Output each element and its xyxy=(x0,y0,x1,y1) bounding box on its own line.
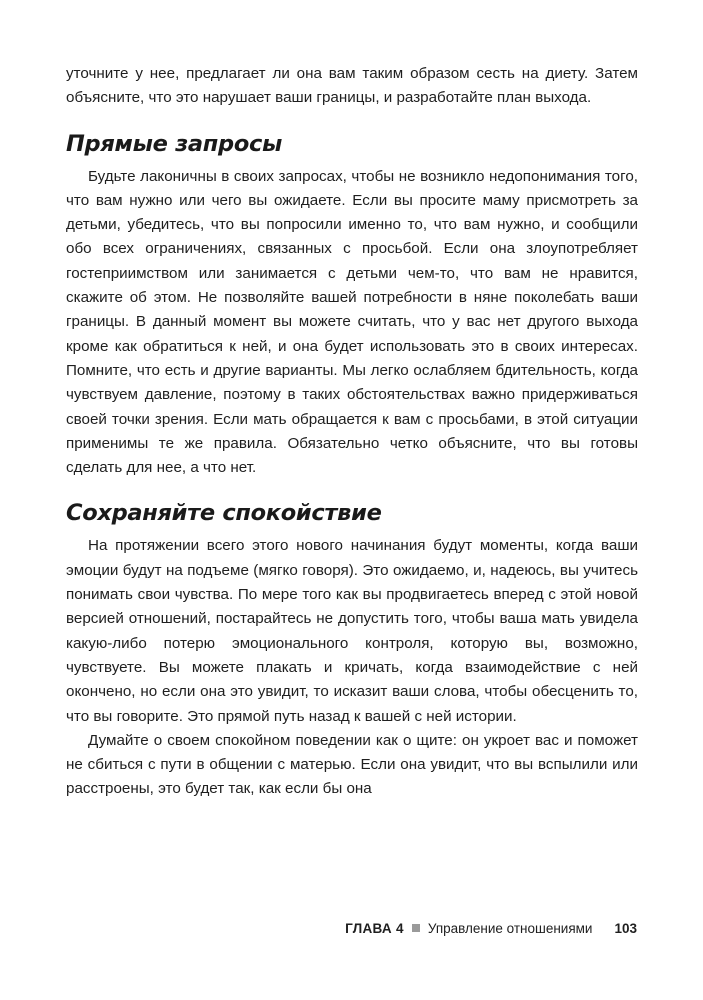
chapter-title: Управление отношениями xyxy=(427,920,593,936)
running-footer xyxy=(345,918,637,938)
section-heading-stay-calm: Сохраняйте спокойствие xyxy=(66,500,382,527)
page-number: 103 xyxy=(614,920,637,936)
page-body xyxy=(66,62,638,802)
chapter-label: ГЛАВА 4 xyxy=(345,920,404,936)
intro-paragraph: уточните у нее, предлагает ли она вам таким образом сесть на диету. Затем объясните, что это нарушает ваши границы, и разработайте план выхода. xyxy=(66,65,638,107)
section-heading-direct-requests: Прямые запросы xyxy=(66,130,283,157)
stay-calm-paragraph-2: Думайте о своем спокойном поведении как о щите: он укроет вас и поможет не сбиться с пути в общении с матерью. Если она увидит, что вы вспылили или расстроены, это будет так, как если бы она xyxy=(66,731,638,798)
square-separator-icon xyxy=(412,924,420,932)
direct-requests-paragraph: Будьте лаконичны в своих запросах, чтобы не возникло недопонимания того, что вам нужно или чего вы ожидаете. Если вы просите маму присмотреть за детьми, убедитесь, что вы попросили именно то, что вам нужно, и сообщили обо всех ограничениях, связанных с просьбой. Если она злоупотребляет гостеприимством или занимается с детьми чем-то, что вам не нравится, скажите об этом. Не позволяйте вашей потребности в няне поколебать ваши границы. В данный момент вы можете считать, что у вас нет другого выхода кроме как обратиться к ней, и она будет использовать это в своих интересах. Помните, что есть и другие варианты. Мы легко ослабляем бдительность, когда чувствуем давление, поэтому в таких обстоятельствах важно придерживаться своей точки зрения. Если мать обращается к вам с просьбами, в этой ситуации применимы те же правила. Обязательно четко объясните, что вы готовы сделать для нее, а что нет. xyxy=(66,167,638,477)
stay-calm-paragraph-1: На протяжении всего этого нового начинания будут моменты, когда ваши эмоции будут на подъеме (мягко говоря). Это ожидаемо, и, надеюсь, вы учитесь понимать свои чувства. По мере того как вы продвигаетесь вперед с этой новой версией отношений, постарайтесь не допустить того, чтобы ваша мать увидела какую-либо потерю эмоционального контроля, которую вы, возможно, чувствуете. Вы можете плакать и кричать, когда взаимодействие с ней окончено, но если она это увидит, то исказит ваши слова, чтобы обесценить то, что вы говорите. Это прямой путь назад к вашей с ней истории. xyxy=(66,537,638,725)
